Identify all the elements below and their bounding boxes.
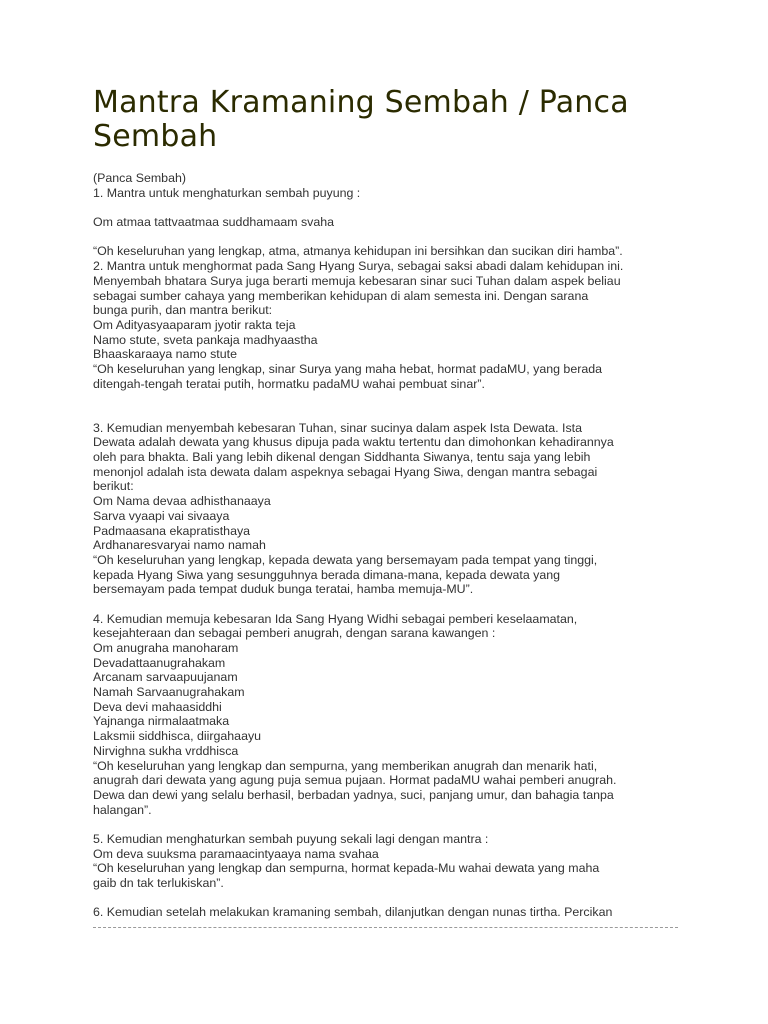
text-line: Deva devi mahaasiddhi xyxy=(93,699,222,714)
text-line: Arcanam sarvaapuujanam xyxy=(93,670,238,685)
text-line: Om deva suuksma paramaacintyaaya nama svahaa xyxy=(93,846,379,861)
document-page xyxy=(93,86,683,920)
text-line: 5. Kemudian menghaturkan sembah puyung sekali lagi dengan mantra : xyxy=(93,831,489,846)
text-line: sebagai sumber cahaya yang memberikan kehidupan di alam semesta ini. Dengan sarana xyxy=(93,288,589,303)
text-line: berikut: xyxy=(93,479,134,494)
page-cut-divider xyxy=(93,927,678,928)
text-line: 4. Kemudian memuja kebesaran Ida Sang Hyang Widhi sebagai pemberi keselaamatan, xyxy=(93,611,578,626)
blank-line xyxy=(93,406,683,421)
text-line: “Oh keseluruhan yang lengkap, atma, atmanya kehidupan ini bersihkan dan sucikan diri hamba”. xyxy=(93,244,623,259)
text-line: 2. Mantra untuk menghormat pada Sang Hyang Surya, sebagai saksi abadi dalam kehidupan ini. xyxy=(93,259,624,274)
text-line: Om Adityasyaaparam jyotir rakta teja xyxy=(93,317,296,332)
text-line: Yajnanga nirmalaatmaka xyxy=(93,714,230,729)
text-line: ditengah-tengah teratai putih, hormatku padaMU wahai pembuat sinar”. xyxy=(93,376,485,391)
text-line: bersemayam pada tempat duduk bunga teratai, hamba memuja-MU”. xyxy=(93,582,474,597)
title-line: Mantra Kramaning Sembah / Panca xyxy=(93,85,629,120)
text-line: Menyembah bhatara Surya juga berarti memuja kebesaran sinar suci Tuhan dalam aspek beliau xyxy=(93,273,621,288)
text-line: Nirvighna sukha vrddhisca xyxy=(93,743,239,758)
text-line: gaib dn tak terlukiskan”. xyxy=(93,876,224,890)
text-line: Dewa dan dewi yang selalu berhasil, berbadan yadnya, suci, panjang umur, dan bahagia tanpa xyxy=(93,787,614,802)
blank-line xyxy=(93,817,683,832)
text-line: Namo stute, sveta pankaja madhyaastha xyxy=(93,332,318,347)
blank-line xyxy=(93,391,683,406)
text-line: “Oh keseluruhan yang lengkap dan sempurna, hormat kepada-Mu wahai dewata yang maha xyxy=(93,861,600,876)
text-line: Laksmii siddhisca, diirgahaayu xyxy=(93,729,262,744)
text-line: kesejahteraan dan sebagai pemberi anugrah, dengan sarana kawangen : xyxy=(93,626,496,641)
text-line: (Panca Sembah) xyxy=(93,171,186,185)
text-line: Namah Sarvaanugrahakam xyxy=(93,685,245,700)
text-line: Om anugraha manoharam xyxy=(93,641,239,655)
text-line: “Oh keseluruhan yang lengkap dan sempurna, yang memberikan anugrah dan menarik hati, xyxy=(93,758,598,773)
text-line: halangan”. xyxy=(93,802,152,817)
text-line: Dewata adalah dewata yang khusus dipuja pada waktu tertentu dan dimohonkan kehadirannya xyxy=(93,435,614,450)
text-line: menonjol adalah ista dewata dalam aspeknya sebagai Hyang Siwa, dengan mantra sebagai xyxy=(93,464,598,479)
blank-line xyxy=(93,230,683,245)
text-line: Om atmaa tattvaatmaa suddhamaam svaha xyxy=(93,215,335,230)
text-line: Om Nama devaa adhisthanaaya xyxy=(93,494,271,509)
blank-line xyxy=(93,891,683,906)
text-line: oleh para bhakta. Bali yang lebih dikenal dengan Siddhanta Siwanya, tentu saja yang lebih xyxy=(93,450,591,465)
blank-line xyxy=(93,597,683,612)
page-title xyxy=(93,86,683,154)
text-line: 6. Kemudian setelah melakukan kramaning sembah, dilanjutkan dengan nunas tirtha. Percikan xyxy=(93,905,613,920)
text-line: anugrah dari dewata yang agung puja semua pujaan. Hormat padaMU wahai pemberi anugrah. xyxy=(93,773,617,788)
document-body xyxy=(93,171,683,920)
text-line: bunga purih, dan mantra berikut: xyxy=(93,303,273,318)
text-line: kepada Hyang Siwa yang sesungguhnya berada dimana-mana, kepada dewata yang xyxy=(93,567,561,582)
text-line: Devadattaanugrahakam xyxy=(93,655,226,670)
text-line: “Oh keseluruhan yang lengkap, kepada dewata yang bersemayam pada tempat yang tinggi, xyxy=(93,552,598,567)
text-line: 3. Kemudian menyembah kebesaran Tuhan, sinar sucinya dalam aspek Ista Dewata. Ista xyxy=(93,420,583,435)
text-line: Bhaaskaraaya namo stute xyxy=(93,347,237,362)
title-line: Sembah xyxy=(93,119,218,154)
text-line: Ardhanaresvaryai namo namah xyxy=(93,538,266,553)
text-line: “Oh keseluruhan yang lengkap, sinar Surya yang maha hebat, hormat padaMU, yang berada xyxy=(93,361,603,376)
text-line: Padmaasana ekapratisthaya xyxy=(93,523,251,538)
text-line: Sarva vyaapi vai sivaaya xyxy=(93,508,230,523)
text-line: 1. Mantra untuk menghaturkan sembah puyung : xyxy=(93,185,361,200)
blank-line xyxy=(93,200,683,215)
